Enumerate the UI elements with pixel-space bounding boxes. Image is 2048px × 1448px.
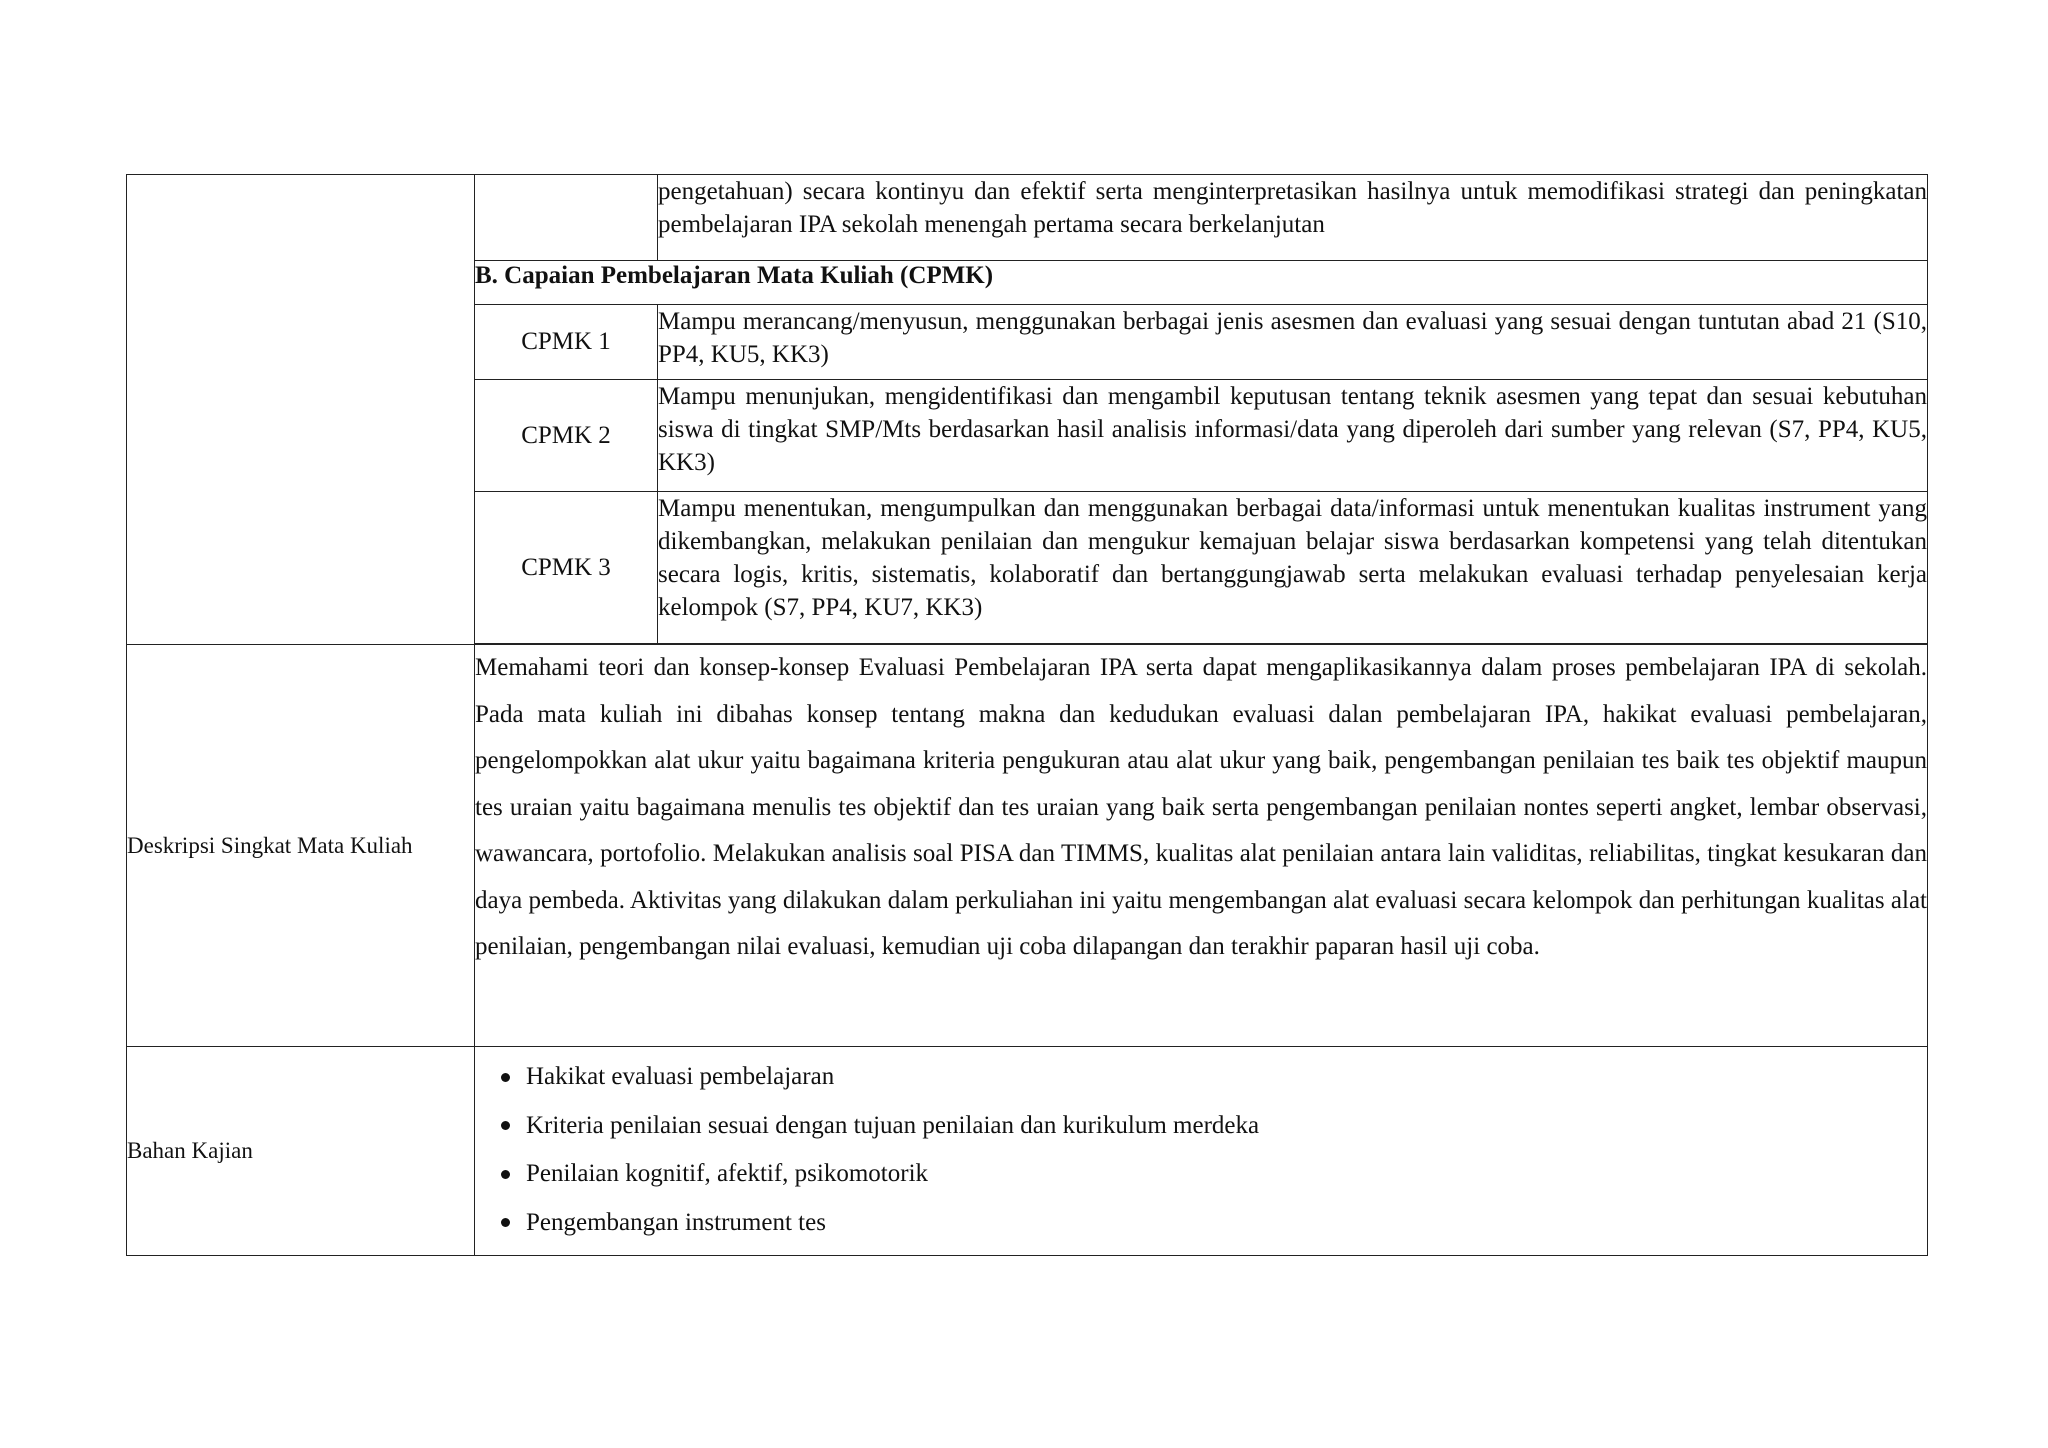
- left-empty-cell: [127, 175, 475, 645]
- cpmk-code: CPMK 1: [475, 305, 658, 380]
- cpmk-code: CPMK 2: [475, 380, 658, 492]
- plo-continuation-row: [127, 175, 1928, 261]
- bahan-kajian-label: Bahan Kajian: [127, 1047, 475, 1256]
- bahan-kajian-row: [127, 1047, 1928, 1256]
- list-item: [501, 1053, 1913, 1102]
- bahan-kajian-cell: [475, 1047, 1928, 1256]
- list-item-text: Penilaian kognitif, afektif, psikomotorik: [526, 1160, 929, 1187]
- bullet-icon: [501, 1073, 510, 1082]
- plo-continuation-text: pengetahuan) secara kontinyu dan efektif serta menginterpretasikan hasilnya untuk memodifikasi strategi dan peningkatan pembelajaran IPA sekolah menengah pertama secara berkelanjutan: [658, 175, 1928, 261]
- cpmk-text: Mampu menentukan, mengumpulkan dan menggunakan berbagai data/informasi untuk menentukan kualitas instrument yang dikembangkan, melakukan penilaian dan mengukur kemajuan belajar siswa berdasarkan kompetensi yang telah ditentukan secara logis, kritis, sistematis, kolaboratif dan bertanggungjawab serta melakukan evaluasi terhadap penyelesaian kerja kelompok (S7, PP4, KU7, KK3): [658, 492, 1928, 644]
- cpmk-text: Mampu menunjukan, mengidentifikasi dan mengambil keputusan tentang teknik asesmen yang tepat dan sesuai kebutuhan siswa di tingkat SMP/Mts berdasarkan hasil analisis informasi/data yang diperoleh dari sumber yang relevan (S7, PP4, KU5, KK3): [658, 380, 1928, 492]
- list-item-text: Pengembangan instrument tes: [526, 1208, 826, 1236]
- description-label: Deskripsi Singkat Mata Kuliah: [127, 645, 475, 1047]
- code-empty-cell: [475, 175, 658, 261]
- list-item-text: Kriteria penilaian sesuai dengan tujuan penilaian dan kurikulum merdeka: [526, 1111, 1260, 1139]
- bullet-icon: [501, 1218, 510, 1227]
- list-item: [501, 1199, 1913, 1248]
- list-item: [501, 1150, 1913, 1199]
- description-text: Memahami teori dan konsep-konsep Evaluasi Pembelajaran IPA serta dapat mengaplikasikannya dalam proses pembelajaran IPA di sekolah. Pada mata kuliah ini dibahas konsep tentang makna dan kedudukan evaluasi dalan pembelajaran IPA, hakikat evaluasi pembelajaran, pengelompokkan alat ukur yaitu bagaimana kriteria pengukuran atau alat ukur yang baik, pengembangan penilaian tes baik tes objektif maupun tes uraian yaitu bagaimana menulis tes objektif dan tes uraian yang baik serta pengembangan penilaian nontes seperti angket, lembar observasi, wawancara, portofolio. Melakukan analisis soal PISA dan TIMMS, kualitas alat penilaian antara lain validitas, reliabilitas, tingkat kesukaran dan daya pembeda. Aktivitas yang dilakukan dalam perkuliahan ini yaitu mengembangan alat evaluasi secara kelompok dan perhitungan kualitas alat penilaian, pengembangan nilai evaluasi, kemudian uji coba dilapangan dan terakhir paparan hasil uji coba.: [475, 645, 1928, 1047]
- bullet-icon: [501, 1170, 510, 1179]
- list-item-text: Hakikat evaluasi pembelajaran: [526, 1063, 835, 1090]
- bullet-icon: [501, 1121, 510, 1130]
- description-row: [127, 645, 1928, 1047]
- bahan-kajian-list: [475, 1047, 1927, 1255]
- rps-table: [126, 174, 1928, 1256]
- cpmk-section-title: B. Capaian Pembelajaran Mata Kuliah (CPMK): [475, 261, 1928, 305]
- cpmk-text: Mampu merancang/menyusun, menggunakan berbagai jenis asesmen dan evaluasi yang sesuai dengan tuntutan abad 21 (S10, PP4, KU5, KK3): [658, 305, 1928, 380]
- list-item: [501, 1102, 1913, 1151]
- cpmk-code: CPMK 3: [475, 492, 658, 644]
